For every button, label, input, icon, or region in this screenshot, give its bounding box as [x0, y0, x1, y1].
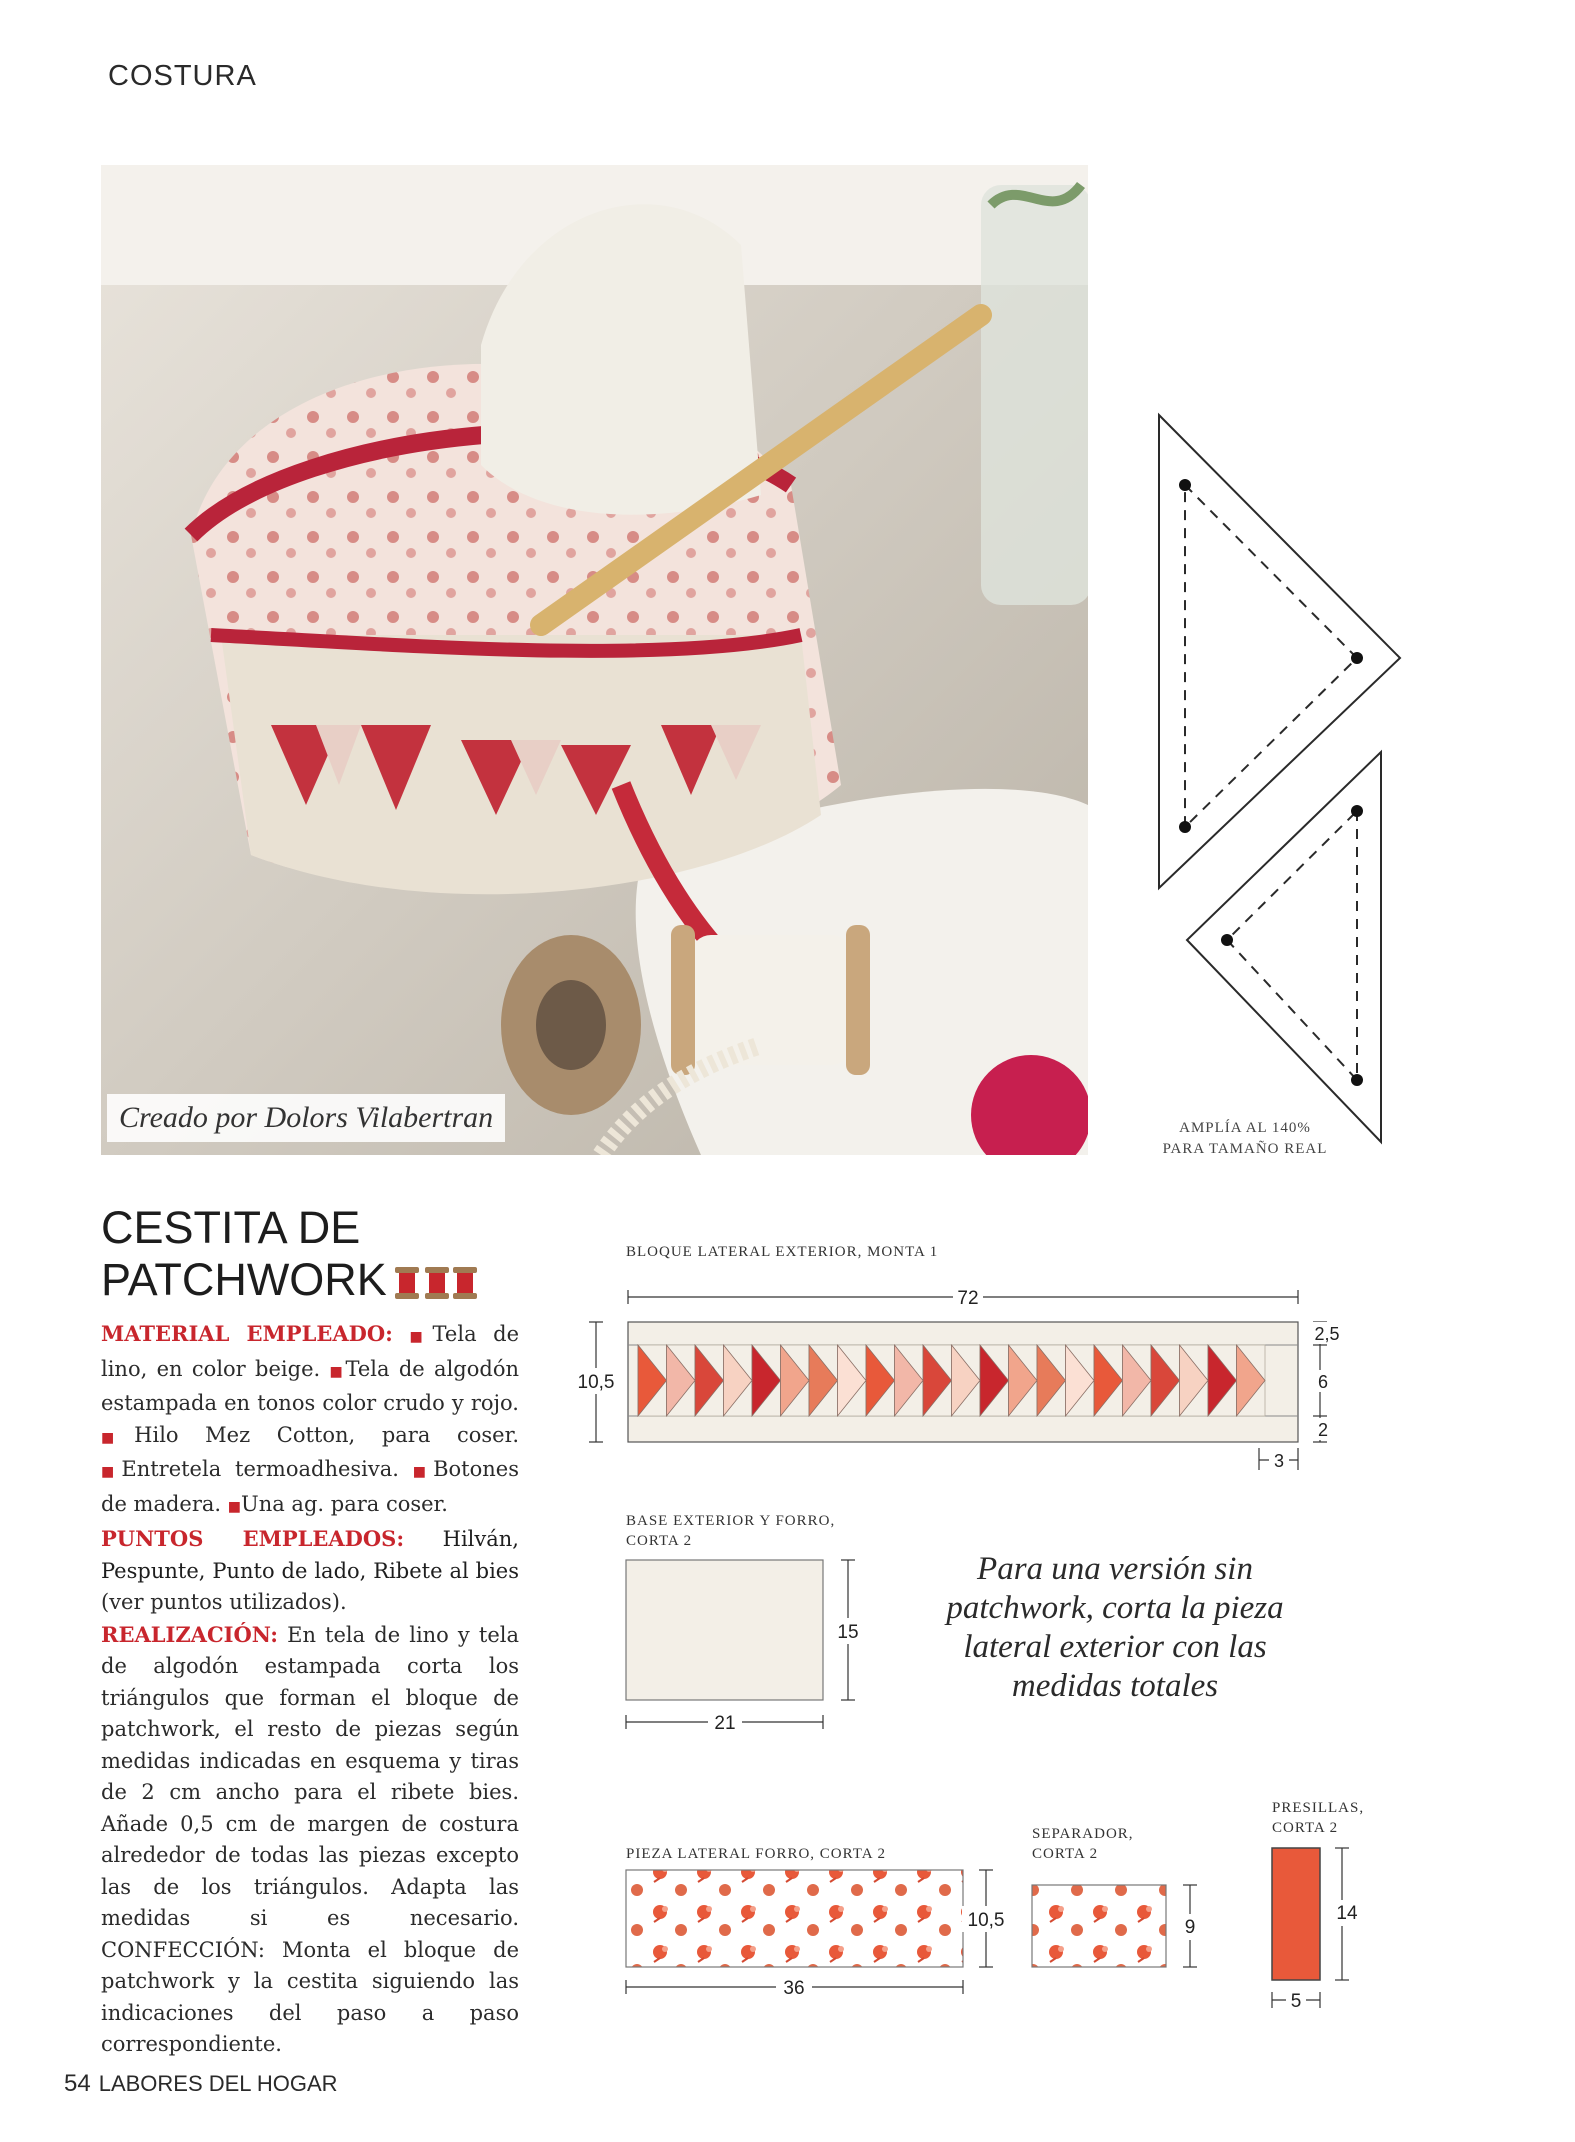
article-title	[101, 1202, 479, 1306]
bullet-icon: ■	[329, 1363, 346, 1380]
article-body	[101, 1318, 519, 2061]
separator-label-line2: CORTA 2	[1032, 1846, 1099, 1862]
bullet-icon: ■	[101, 1464, 122, 1480]
lining-piece	[626, 1870, 963, 1967]
product-photo	[101, 165, 1088, 1155]
base-width: 21	[714, 1713, 736, 1734]
small-triangle-seamline	[1227, 811, 1357, 1080]
confeccion-text: CONFECCIÓN: Monta el bloque de patchwork y la cestita siguiendo las indicaciones del paso a paso correspondiente.	[101, 1937, 519, 2056]
loops-label-line2: CORTA 2	[1272, 1820, 1339, 1836]
page-number: 54	[64, 2070, 91, 2097]
title-line1: CESTITA DE	[101, 1202, 361, 1253]
separator-height: 9	[1184, 1917, 1196, 1938]
base-label-line1: BASE EXTERIOR Y FORRO,	[626, 1513, 836, 1529]
puntos-note: (ver puntos utilizados).	[101, 1590, 347, 1614]
bullet-icon: ■	[227, 1498, 242, 1515]
triangle-templates	[1125, 400, 1415, 1150]
template-dot	[1221, 934, 1233, 946]
loops-width: 5	[1290, 1991, 1302, 2012]
realizacion-text: En tela de lino y tela de algodón estampada corta los triángulos que forman el bloque de patchwork, el resto de piezas según medidas indicadas en esquema y tiras de 2 cm ancho para el ribete bies. Añade 0,5 cm de margen de costura alrededor de todas las piezas excepto las de los triángulos. Adapta las medidas si es necesario.	[101, 1622, 519, 1930]
photo-credit: Creado por Dolors Vilabertran	[107, 1094, 505, 1142]
template-dot	[1179, 821, 1191, 833]
loops-label-line1: PRESILLAS,	[1272, 1800, 1365, 1816]
magazine-name: LABORES DEL HOGAR	[98, 2071, 338, 2096]
base-piece	[626, 1560, 823, 1700]
separator-label-line1: SEPARADOR,	[1032, 1826, 1134, 1842]
template-dot	[1351, 805, 1363, 817]
bullet-icon: ■	[412, 1464, 434, 1480]
enlarge-note-line2: PARA TAMAÑO REAL	[1162, 1141, 1328, 1157]
difficulty-spools-icon	[393, 1264, 479, 1302]
exterior-top-band: 2,5	[1314, 1324, 1340, 1344]
material-item: Botones de madera.	[101, 1457, 519, 1516]
basket-illustration	[101, 165, 1088, 1155]
puntos-text: Hilván, Pespunte, Punto de lado, Ribete al bies	[101, 1527, 519, 1583]
puntos-heading: PUNTOS EMPLEADOS:	[101, 1526, 405, 1551]
template-dot	[1351, 652, 1363, 664]
bullet-icon: ■	[409, 1329, 433, 1345]
exterior-width: 72	[957, 1288, 979, 1309]
bullet-icon: ■	[101, 1429, 135, 1446]
material-heading: MATERIAL EMPLEADO:	[101, 1321, 393, 1346]
loops-height: 14	[1336, 1903, 1358, 1924]
callout-note: Para una versión sin patchwork, corta la pieza lateral exterior con las medidas totales	[946, 1551, 1284, 1704]
base-label-line2: CORTA 2	[626, 1533, 693, 1549]
material-item: Entretela termoadhesiva.	[121, 1457, 399, 1481]
material-item: Tela de algodón estampada en tonos color crudo y rojo.	[101, 1356, 519, 1415]
patchwork-triangles	[638, 1345, 1265, 1416]
template-dot	[1351, 1074, 1363, 1086]
exterior-label: BLOQUE LATERAL EXTERIOR, MONTA 1	[626, 1244, 939, 1260]
exterior-middle-band: 6	[1317, 1372, 1329, 1392]
enlarge-note-line1: AMPLÍA AL 140%	[1179, 1120, 1311, 1136]
page-footer	[64, 2070, 338, 2098]
lining-width: 36	[783, 1978, 805, 1999]
material-item: Tela de lino, en color beige.	[101, 1322, 519, 1381]
large-triangle-seamline	[1185, 485, 1357, 827]
material-item: Hilo Mez Cotton, para coser.	[134, 1422, 519, 1447]
lining-height: 10,5	[967, 1910, 1005, 1931]
exterior-triangle-width: 3	[1273, 1451, 1285, 1471]
enlarge-note	[1105, 1118, 1385, 1160]
title-line2: PATCHWORK	[101, 1254, 387, 1305]
exterior-height: 10,5	[577, 1372, 615, 1393]
realizacion-heading: REALIZACIÓN:	[101, 1621, 278, 1647]
template-dot	[1179, 479, 1191, 491]
material-item: Una ag. para coser.	[241, 1491, 448, 1516]
section-label: COSTURA	[108, 60, 257, 92]
lining-label: PIEZA LATERAL FORRO, CORTA 2	[626, 1846, 886, 1862]
separator-piece	[1032, 1885, 1166, 1967]
exterior-bottom-band: 2	[1317, 1420, 1329, 1440]
base-height: 15	[837, 1622, 859, 1643]
loops-piece	[1272, 1848, 1320, 1980]
